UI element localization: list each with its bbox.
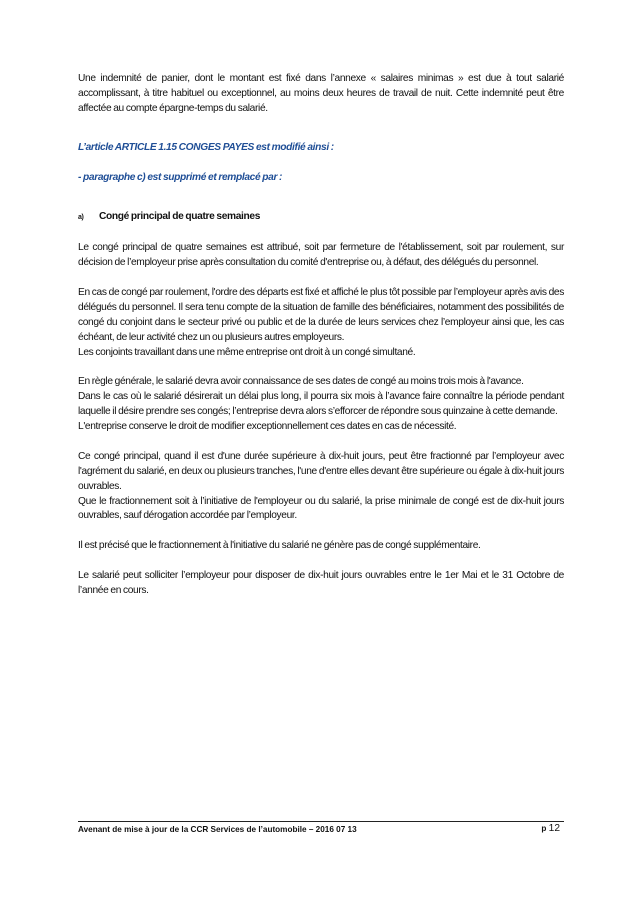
document-body — [78, 72, 564, 599]
section-title: Congé principal de quatre semaines — [99, 211, 261, 223]
paragraph-modification-dates: L'entreprise conserve le droit de modifier exceptionnellement ces dates en cas de nécessité. — [78, 421, 457, 433]
modification-paragraph-note: - paragraphe c) est supprimé et remplacé par : — [78, 171, 283, 183]
paragraph-supplementaire: Il est précisé que le fractionnement à l'initiative du salarié ne génère pas de congé supplémentaire. — [78, 540, 481, 552]
paragraph-roulement: En cas de congé par roulement, l'ordre des départs est fixé et affiché le plus tôt possible par l’employeur après avis des délégués du personnel. Il sera tenu compte de la situation de famille des bénéficiaires, notamment des possibilités de congé du conjoint dans le secteur privé ou public et de la durée de leurs services chez l’employeur ainsi que, les cas échéant, de leur activité chez un ou plusieurs autres employeurs. — [78, 286, 564, 343]
page-prefix: p — [541, 824, 547, 833]
modification-article-heading: L’article ARTICLE 1.15 CONGES PAYES est modifié ainsi : — [78, 141, 334, 153]
section-heading — [78, 210, 564, 226]
paragraph-prise-minimale: Que le fractionnement soit à l’initiative de l'employeur ou du salarié, la prise minimale de congé est de dix-huit jours ouvrables, sauf dérogation accordée par l’employeur. — [78, 495, 564, 522]
paragraph-regle-generale: En règle générale, le salarié devra avoir connaissance de ses dates de congé au moins trois mois à l'avance. — [78, 376, 524, 388]
paragraph-fermeture: Le congé principal de quatre semaines est attribué, soit par fermeture de l'établissement, soit par roulement, sur décision de l’employeur prise après consultation du comité d'entreprise ou, à défaut, des délégués du personnel. — [78, 242, 564, 269]
paragraph-fractionnement: Ce congé principal, quand il est d'une durée supérieure à dix-huit jours, peut être fractionné par l’employeur avec l'agrément du salarié, en deux ou plusieurs tranches, l'une d'entre elles devant être supérieure ou égale à dix-huit jours ouvrables. — [78, 450, 564, 492]
footer-divider — [78, 821, 564, 822]
intro-paragraph: Une indemnité de panier, dont le montant est fixé dans l’annexe « salaires minimas » est due à tout salarié accomplissant, à titre habituel ou exceptionnel, au moins deux heures de travail de nuit. Cette indemnité peut être affectée au compte épargne-temps du salarié. — [78, 73, 564, 114]
paragraph-solliciter: Le salarié peut solliciter l’employeur pour disposer de dix-huit jours ouvrables entre le 1er Mai et le 31 Octobre de l’année en cours. — [78, 570, 564, 596]
footer-title: Avenant de mise à jour de la CCR Services de l’automobile – 2016 07 13 — [78, 825, 357, 834]
page-footer — [78, 825, 564, 834]
paragraph-delai-long: Dans le cas où le salarié désirerait un délai plus long, il pourra six mois à l’avance faire connaître la période pendant laquelle il désire prendre ses congés; l’entreprise devra alors s’efforcer de répondre sous quinzaine à cette demande. — [78, 391, 564, 418]
page-number — [541, 823, 560, 834]
paragraph-conjoints: Les conjoints travaillant dans une même entreprise ont droit à un congé simultané. — [78, 346, 416, 358]
page-number-value: 12 — [548, 823, 560, 834]
section-letter: a) — [78, 214, 84, 222]
